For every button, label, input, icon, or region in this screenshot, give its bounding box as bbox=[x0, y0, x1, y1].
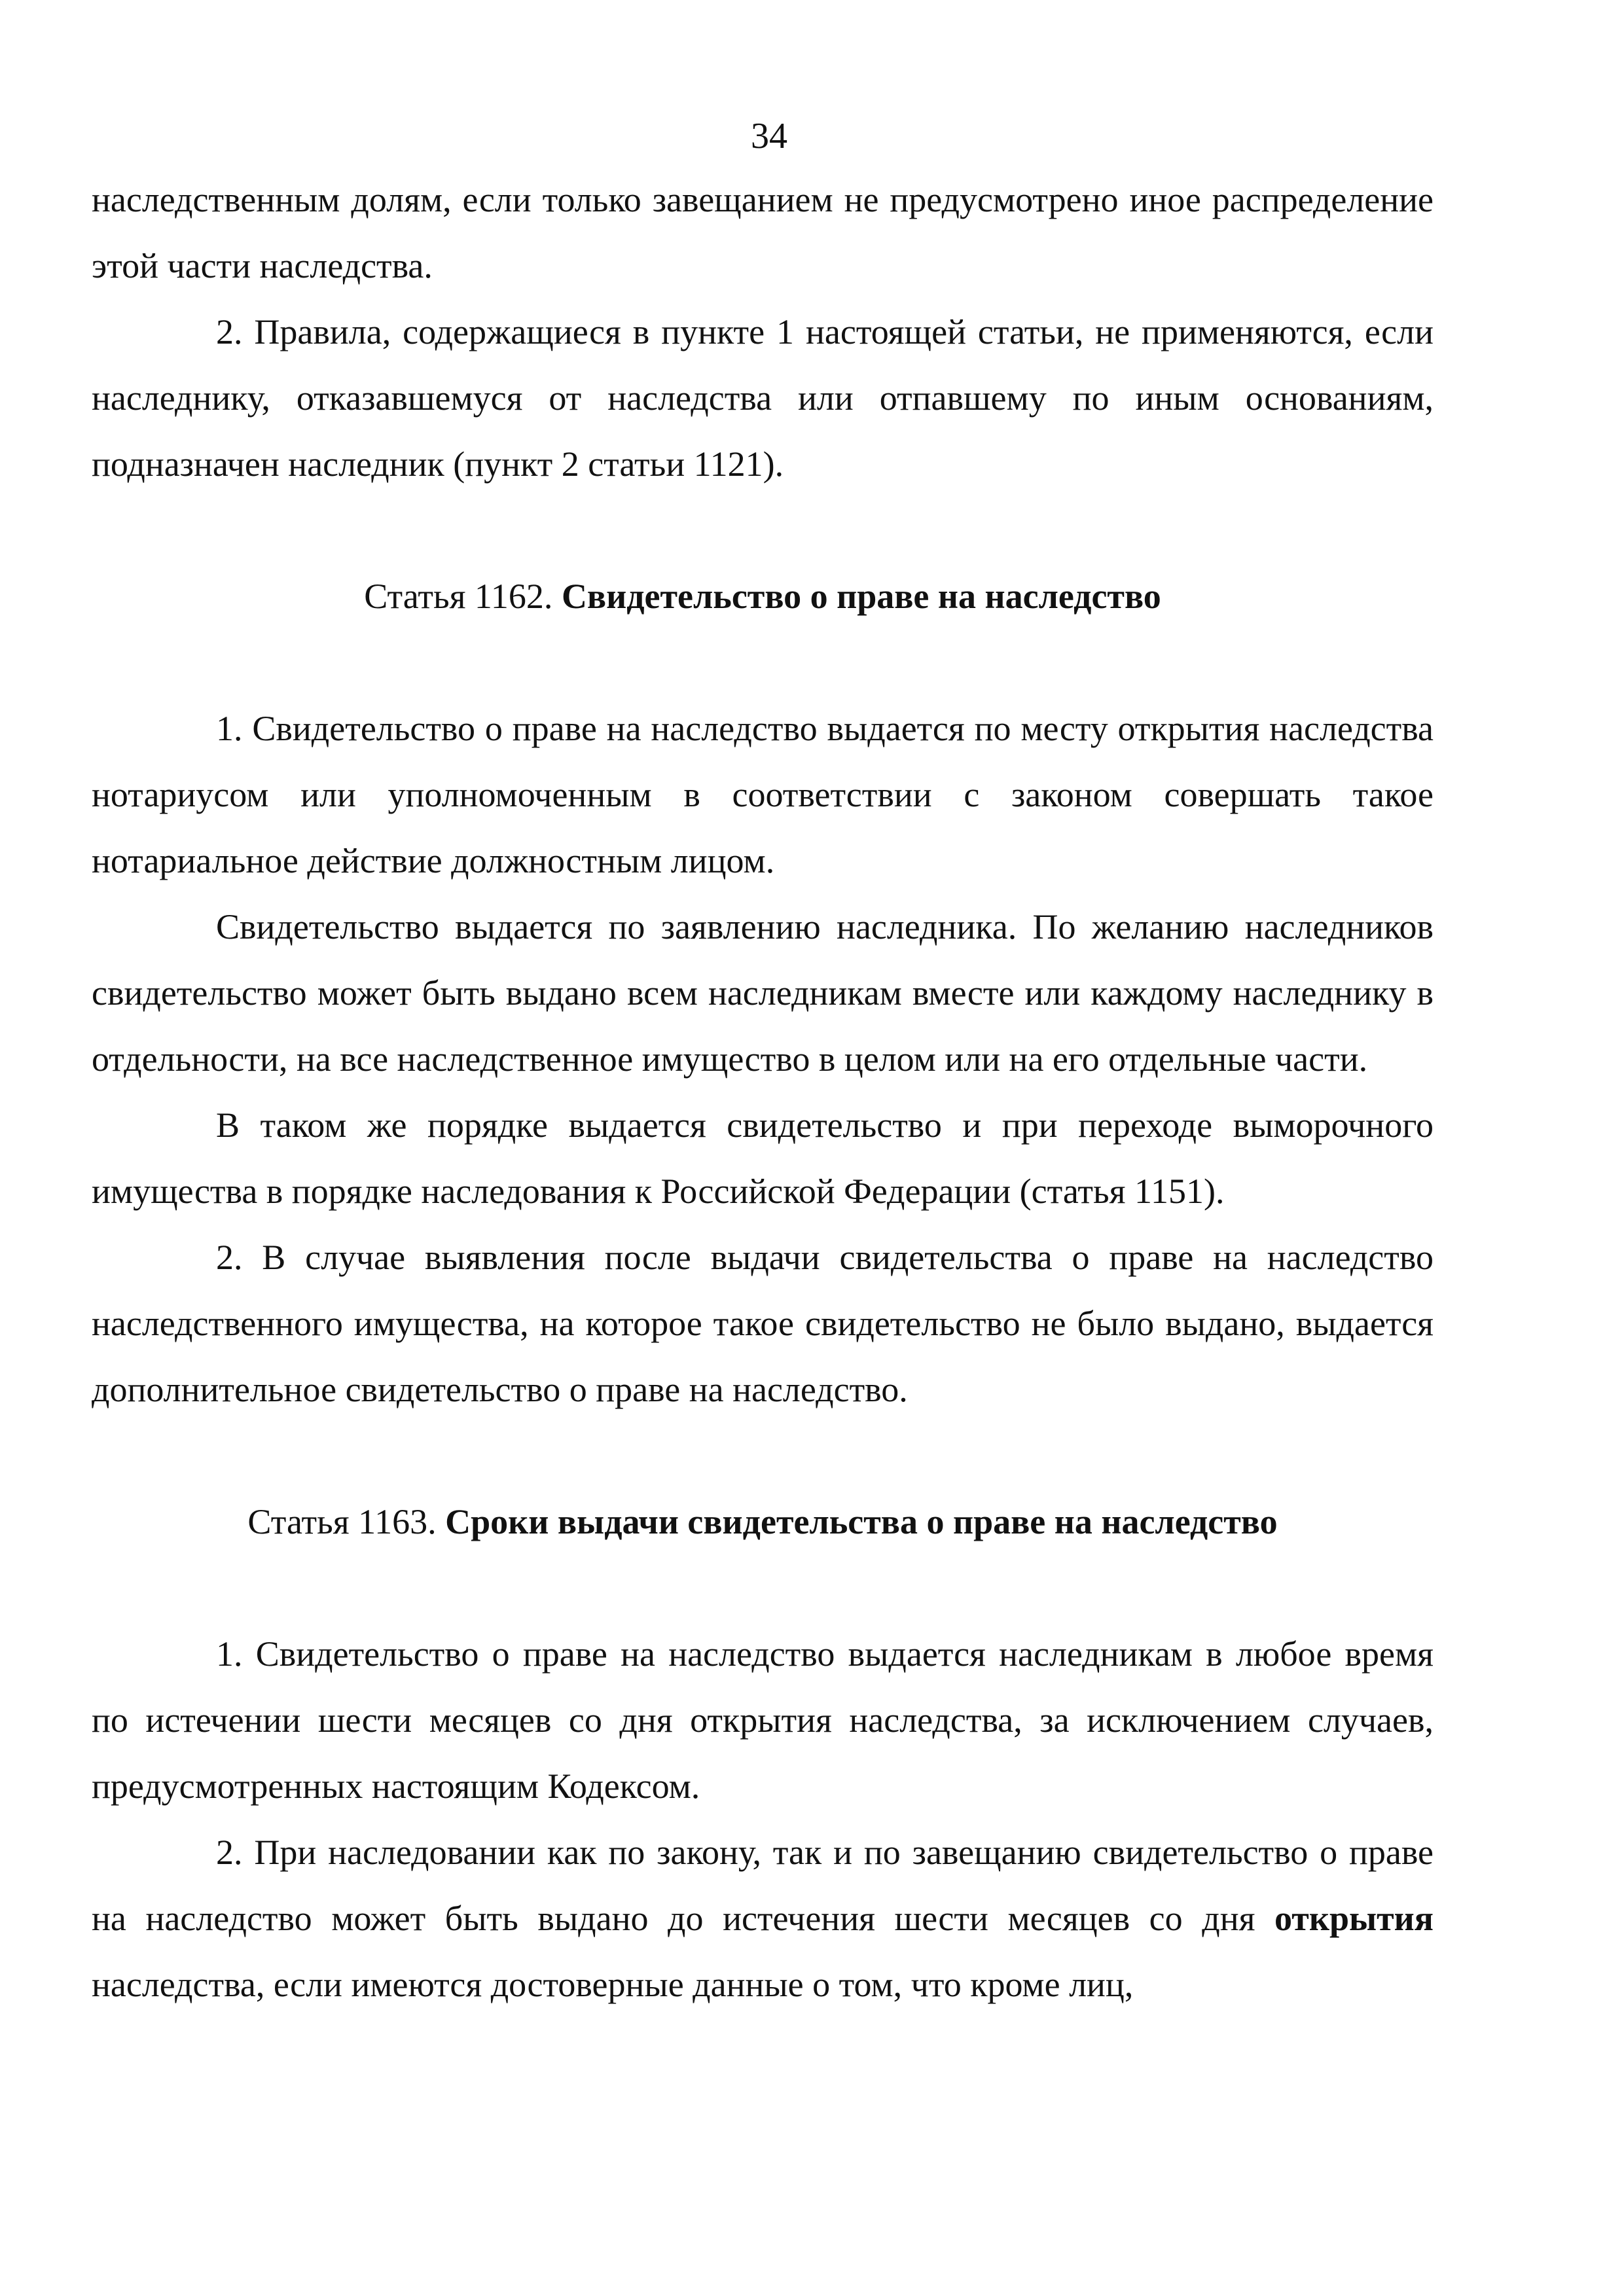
article-1163-heading bbox=[92, 1489, 1434, 1555]
article-1162-paragraph: Свидетельство выдается по заявлению наследника. По желанию наследников свидетельство может быть выдано всем наследникам вместе или каждому наследнику в отдельности, на все наследственное имущество в целом или на его отдельные части. bbox=[92, 907, 1434, 1079]
article-1163-paragraph-last bbox=[92, 1820, 1434, 2018]
text-run: наследства, если имеются достоверные данные о том, что кроме лиц, bbox=[92, 1965, 1134, 2004]
spacer bbox=[92, 630, 1434, 696]
article-1162-paragraph: 1. Свидетельство о праве на наследство выдается по месту открытия наследства нотариусом или уполномоченным в соответствии с законом совершать такое нотариальное действие должностным лицом. bbox=[92, 709, 1434, 880]
article-1163-paragraph: 1. Свидетельство о праве на наследство выдается наследникам в любое время по истечении шести месяцев со дня открытия наследства, за исключением случаев, предусмотренных настоящим Кодексом. bbox=[92, 1634, 1434, 1806]
paragraph-continuation: наследственным долям, если только завещанием не предусмотрено иное распределение этой части наследства. bbox=[92, 180, 1434, 285]
article-1162-paragraph: В таком же порядке выдается свидетельство и при переходе выморочного имущества в порядке наследования к Российской Федерации (статья 1151). bbox=[92, 1105, 1434, 1211]
paragraph-rule-exception: 2. Правила, содержащиеся в пункте 1 настоящей статьи, не применяются, если наследнику, отказавшемуся от наследства или отпавшему по иным основаниям, подназначен наследник (пункт 2 статьи 1121). bbox=[92, 312, 1434, 484]
article-1163-number: Статья 1163. bbox=[247, 1502, 446, 1541]
spacer bbox=[92, 497, 1434, 564]
spacer bbox=[92, 1423, 1434, 1489]
article-1162-paragraph: 2. В случае выявления после выдачи свидетельства о праве на наследство наследственного имущества, на которое такое свидетельство не было выдано, выдается дополнительное свидетельство о праве на наследство. bbox=[92, 1238, 1434, 1409]
spacer bbox=[92, 1555, 1434, 1621]
article-1162-number: Статья 1162. bbox=[364, 577, 562, 616]
text-run-bold: открытия bbox=[1274, 1899, 1434, 1938]
document-body bbox=[92, 167, 1434, 2018]
page-number: 34 bbox=[751, 116, 787, 156]
text-run: 2. При наследовании как по закону, так и по завещанию свидетельство о праве на наследство может быть выдано до истечения шести месяцев со дня bbox=[92, 1833, 1434, 1938]
article-1163-title: Сроки выдачи свидетельства о праве на наследство bbox=[445, 1502, 1278, 1541]
article-1162-title: Свидетельство о праве на наследство bbox=[561, 577, 1161, 616]
article-1162-heading bbox=[92, 564, 1434, 630]
